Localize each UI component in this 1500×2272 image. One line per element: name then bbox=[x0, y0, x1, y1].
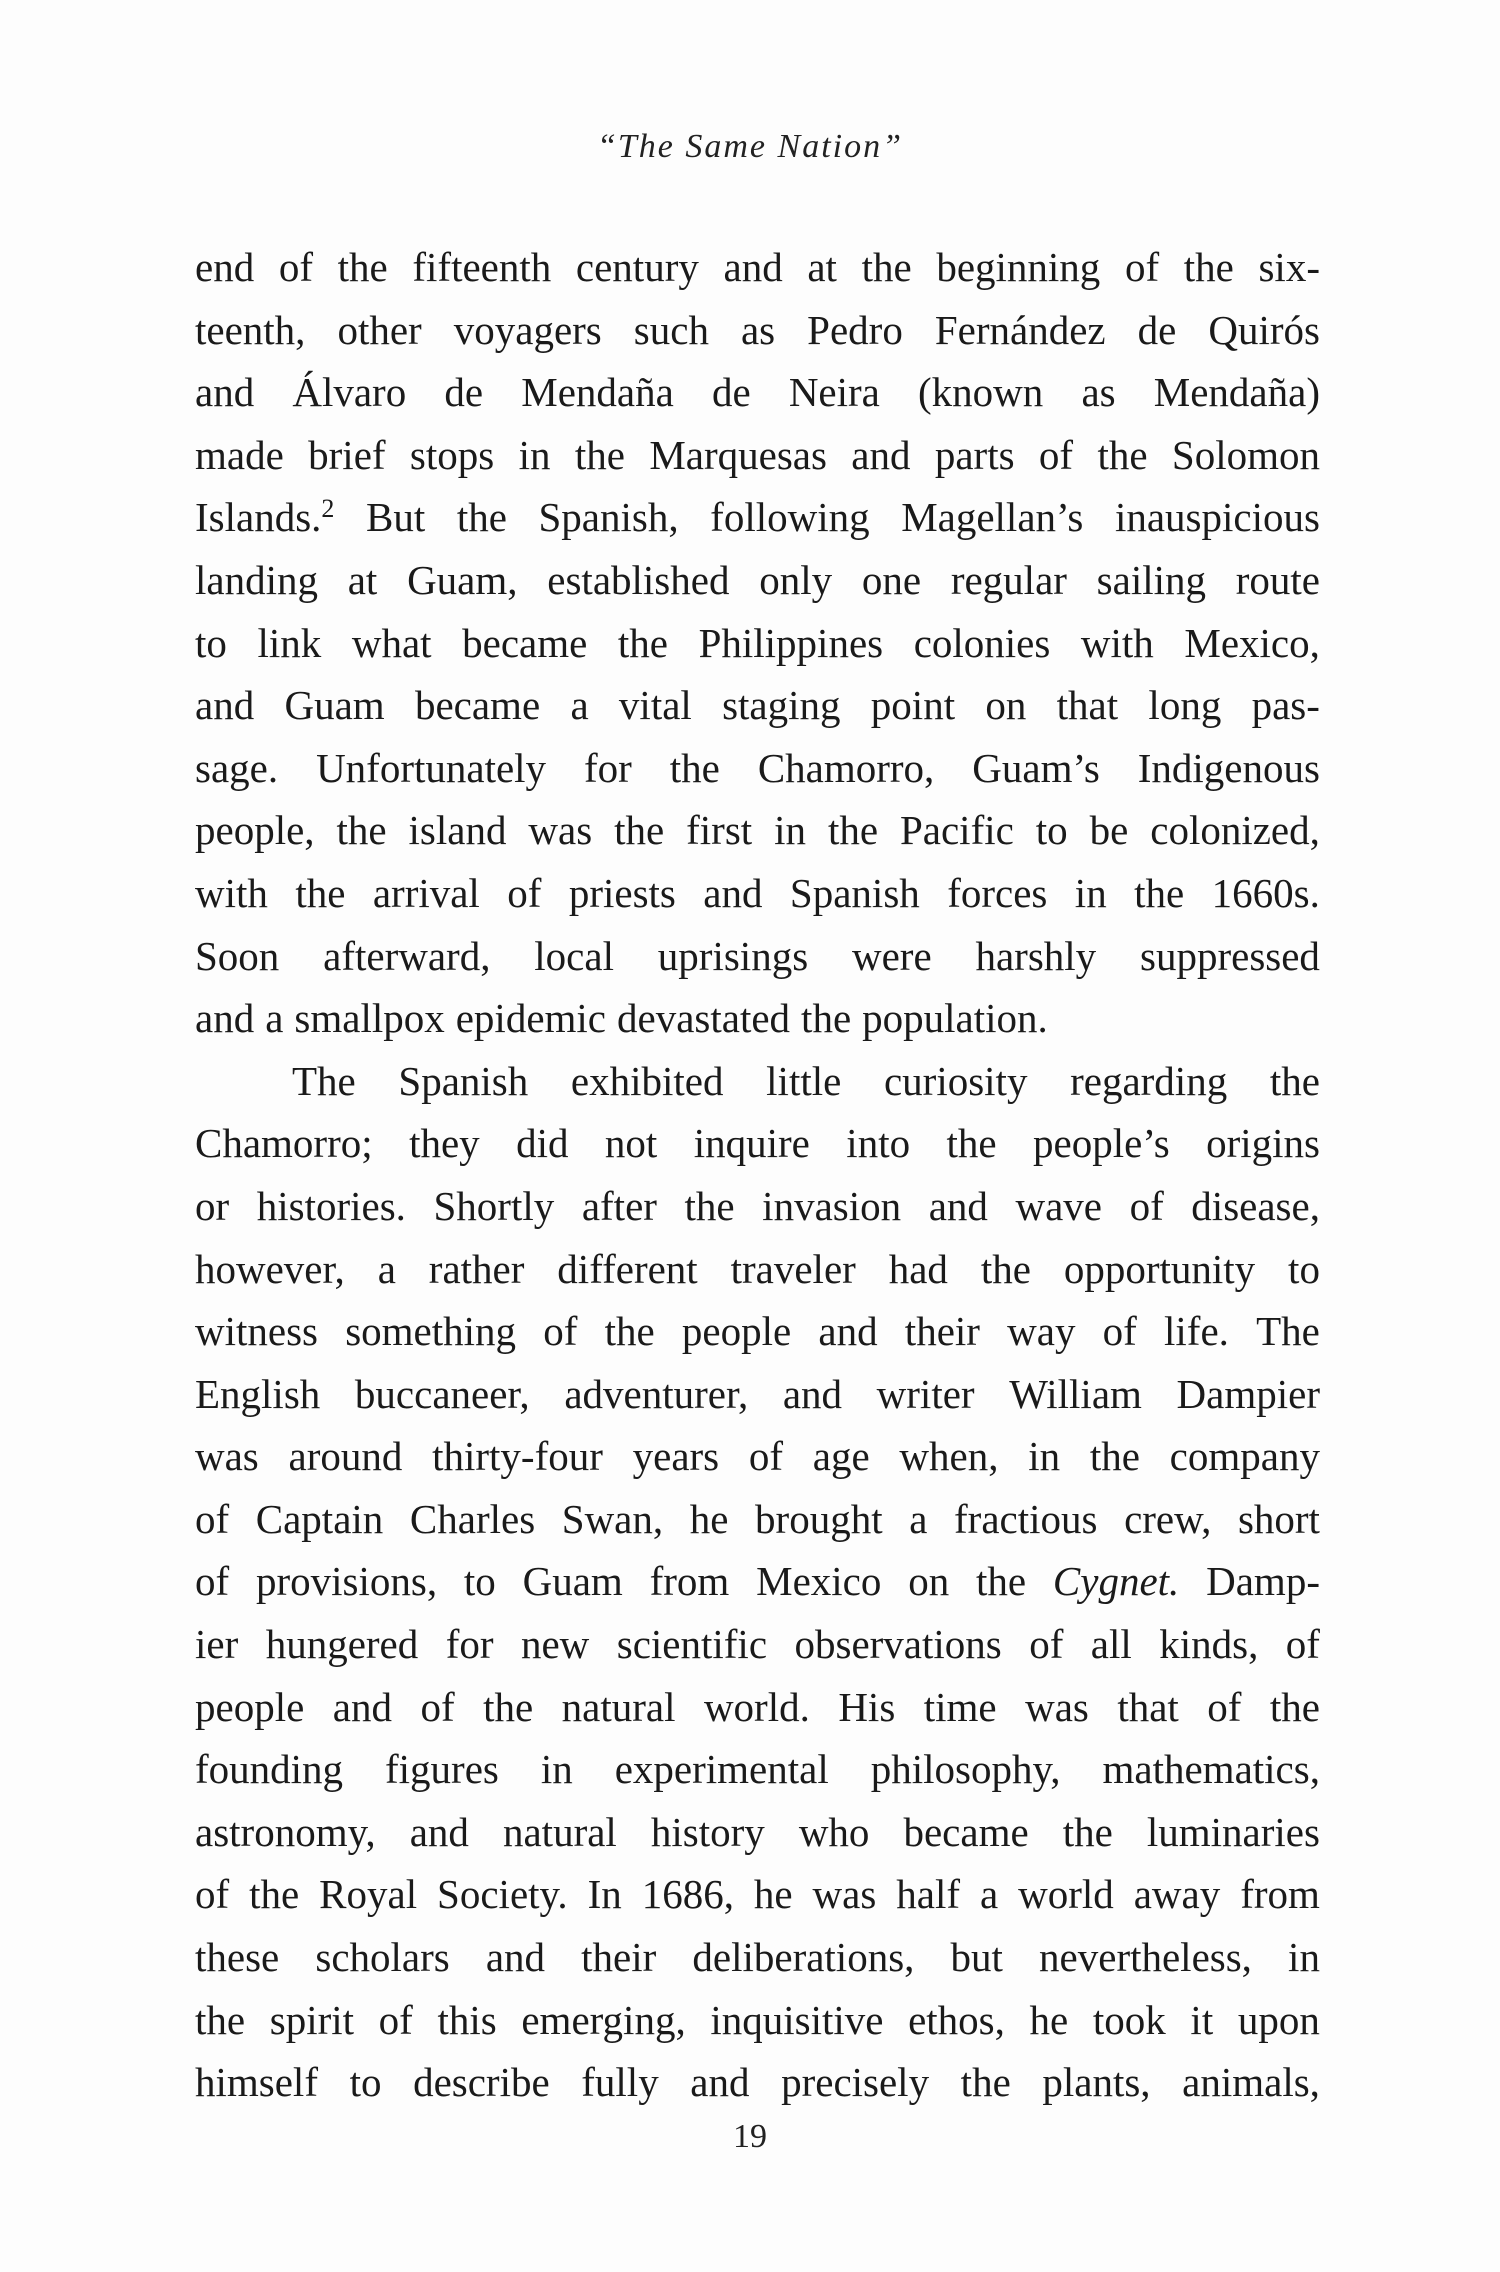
text-line: The Spanish exhibited little curiosity regarding the bbox=[292, 1057, 1320, 1104]
running-head: “The Same Nation” bbox=[596, 128, 904, 165]
text-line: landing at Guam, established only one regular sailing route bbox=[195, 556, 1320, 603]
page-number: 19 bbox=[733, 2118, 767, 2155]
text-line: ier hungered for new scientific observations of all kinds, of bbox=[195, 1621, 1320, 1668]
text-line: sage. Unfortunately for the Chamorro, Guam’s Indigenous bbox=[195, 744, 1320, 791]
text-line: himself to describe fully and precisely the plants, animals, bbox=[195, 2059, 1320, 2106]
text-line: Soon afterward, local uprisings were harshly suppressed bbox=[195, 932, 1320, 979]
text-line: however, a rather different traveler had the opportunity to bbox=[195, 1245, 1320, 1292]
text-line: people and of the natural world. His time was that of the bbox=[195, 1683, 1320, 1730]
footnote-ref: 2 bbox=[321, 494, 335, 524]
text-line: people, the island was the first in the Pacific to be colonized, bbox=[195, 807, 1320, 854]
text-line: English buccaneer, adventurer, and writer William Dampier bbox=[195, 1370, 1320, 1417]
text-line: founding figures in experimental philosophy, mathematics, bbox=[195, 1746, 1320, 1793]
text-line: to link what became the Philippines colonies with Mexico, bbox=[195, 619, 1320, 666]
text-line: of the Royal Society. In 1686, he was half a world away from bbox=[195, 1871, 1320, 1918]
text-line: and Guam became a vital staging point on that long pas- bbox=[195, 682, 1320, 729]
text-line: Chamorro; they did not inquire into the people’s origins bbox=[195, 1120, 1320, 1167]
text-line: witness something of the people and their way of life. The bbox=[195, 1308, 1320, 1355]
text-line: and Álvaro de Mendaña de Neira (known as Mendaña) bbox=[195, 369, 1320, 416]
text-line: of Captain Charles Swan, he brought a fractious crew, short bbox=[195, 1495, 1320, 1542]
text-line: astronomy, and natural history who became the luminaries bbox=[195, 1808, 1320, 1855]
text-line: end of the fifteenth century and at the beginning of the six- bbox=[195, 244, 1320, 290]
text-line: of provisions, to Guam from Mexico on the Cygnet. Damp- bbox=[195, 1558, 1320, 1605]
text-line: was around thirty-four years of age when, in the company bbox=[195, 1433, 1320, 1480]
text-line: and a smallpox epidemic devastated the population. bbox=[195, 995, 1048, 1042]
text-line: teenth, other voyagers such as Pedro Fernández de Quirós bbox=[195, 306, 1320, 353]
text-line: these scholars and their deliberations, but nevertheless, in bbox=[195, 1934, 1320, 1981]
text-line: Islands.$^2$ But the Spanish, following Magellan’s inauspicious bbox=[195, 494, 1320, 541]
body-text bbox=[195, 236, 1320, 2114]
text-line: with the arrival of priests and Spanish forces in the 1660s. bbox=[195, 869, 1320, 916]
text-line: the spirit of this emerging, inquisitive ethos, he took it upon bbox=[195, 1996, 1320, 2043]
text-line: made brief stops in the Marquesas and parts of the Solomon bbox=[195, 431, 1320, 478]
text-line: or histories. Shortly after the invasion and wave of disease, bbox=[195, 1182, 1320, 1229]
